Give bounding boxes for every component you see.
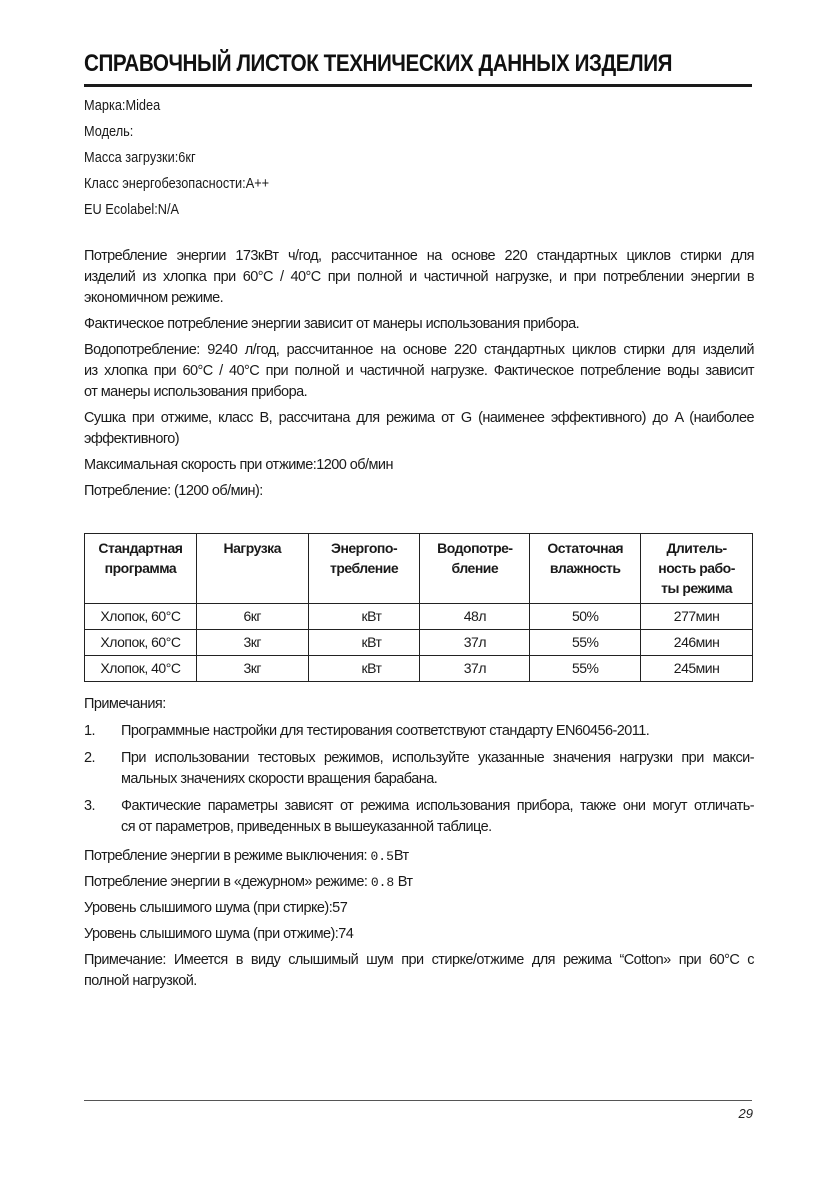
paragraph-line: Потребление: (1200 об/мин): [84, 483, 263, 499]
cell-water: 37л [420, 656, 530, 682]
notes-title: Примечания: [84, 696, 166, 712]
paragraph-line: Примечание: Имеется в виду слышимый шум при стирке/отжиме для режима “Cotton» при 60°C с [84, 952, 754, 968]
notes-section [84, 694, 754, 838]
cell-program: Хлопок, 40°C [85, 656, 197, 682]
paragraph-line: Потребление энергии 173кВт ч/год, рассчитанное на основе 220 стандартных циклов стирки для [84, 248, 754, 264]
header-line: влажность [549, 560, 621, 576]
cell-energy: кВт [308, 604, 420, 630]
off-mode-power-line [84, 846, 754, 867]
cell-energy: кВт [308, 656, 420, 682]
note-item [84, 721, 754, 742]
header-program-duration [641, 534, 753, 604]
paragraph-line: от манеры использования прибора. [84, 384, 308, 400]
brand-line [84, 96, 754, 117]
load-mass-line [84, 148, 754, 169]
load-mass-text: Масса загрузки:6кг [84, 150, 196, 166]
model-line [84, 122, 754, 143]
header-line: программа [104, 560, 177, 576]
cell-moisture: 50% [530, 604, 641, 630]
paragraph-line: из хлопка при 60°C / 40°C при полной и частичной нагрузке. Фактическое потребление воды зависит [84, 363, 754, 379]
paragraph-line: полной нагрузкой. [84, 973, 197, 989]
max-spin-paragraph [84, 455, 754, 476]
energy-consumption-paragraph [84, 246, 754, 309]
off-mode-label: Потребление энергии в режиме выключения: [84, 848, 371, 864]
header-standard-program [85, 534, 197, 604]
cell-water: 48л [420, 604, 530, 630]
header-line: Нагрузка [223, 540, 281, 556]
cell-program: Хлопок, 60°C [85, 630, 197, 656]
header-line: Длитель- [666, 540, 727, 556]
consumption-label [84, 481, 754, 502]
paragraph-line: экономичном режиме. [84, 290, 224, 306]
water-consumption-paragraph [84, 340, 754, 403]
page-title: СПРАВОЧНЫЙ ЛИСТОК ТЕХНИЧЕСКИХ ДАННЫХ ИЗДЕЛИЯ [84, 50, 673, 77]
power-noise-section [84, 846, 754, 997]
standby-value: 0.8 [370, 875, 395, 890]
table-row [85, 656, 753, 682]
energy-class-line [84, 174, 754, 195]
cell-duration: 245мин [641, 656, 753, 682]
note-number: 1. [84, 723, 95, 739]
header-energy-consumption [308, 534, 420, 604]
header-residual-moisture [530, 534, 641, 604]
off-mode-unit: Вт [393, 848, 409, 864]
standby-label: Потребление энергии в «дежурном» режиме: [84, 874, 371, 890]
note-text [121, 796, 754, 838]
off-mode-value: 0.5 [370, 849, 394, 864]
table-row [85, 604, 753, 630]
brand-text: Марка:Midea [84, 98, 161, 114]
note-item [84, 748, 754, 790]
header-line: ность рабо- [658, 560, 735, 576]
cell-load: 6кг [196, 604, 308, 630]
note-line: Фактические параметры зависят от режима использования прибора, также они могут отличать- [121, 798, 754, 814]
cell-energy: кВт [308, 630, 420, 656]
cell-water: 37л [420, 630, 530, 656]
note-number: 2. [84, 750, 95, 766]
header-line: Остаточная [547, 540, 624, 556]
header-line: Стандартная [98, 540, 183, 556]
paragraph-line: Максимальная скорость при отжиме:1200 об/мин [84, 457, 393, 473]
model-text: Модель: [84, 124, 134, 140]
note-text [121, 748, 754, 790]
noise-spinning-line: Уровень слышимого шума (при отжиме):74 [84, 926, 354, 942]
standby-unit: Вт [394, 874, 413, 890]
header-line: Водопотре- [437, 540, 513, 556]
table-header-row [85, 534, 753, 604]
cell-duration: 246мин [641, 630, 753, 656]
paragraph-line: Водопотребление: 9240 л/год, рассчитанное на основе 220 стандартных циклов стирки для изделий [84, 342, 754, 358]
note-line: ся от параметров, приведенных в вышеуказанной таблице. [121, 819, 492, 835]
title-underline [84, 84, 752, 87]
note-text [121, 721, 754, 742]
cell-moisture: 55% [530, 630, 641, 656]
header-line: ты режима [661, 580, 732, 596]
actual-energy-paragraph [84, 314, 754, 335]
header-load [196, 534, 308, 604]
program-data-table [84, 533, 753, 682]
paragraph-line: эффективного) [84, 431, 180, 447]
header-line: бление [451, 560, 499, 576]
energy-class-text: Класс энергобезопасности:A++ [84, 176, 270, 192]
page-number: 29 [738, 1106, 753, 1121]
note-line: При использовании тестовых режимов, используйте указанные значения нагрузки при макси- [121, 750, 754, 766]
cell-duration: 277мин [641, 604, 753, 630]
standby-power-line [84, 872, 754, 893]
header-line: Энергопо- [330, 540, 398, 556]
note-item [84, 796, 754, 838]
note-line: Программные настройки для тестирования соответствуют стандарту EN60456-2011. [121, 723, 650, 739]
table-row [85, 630, 753, 656]
header-water-consumption [420, 534, 530, 604]
cell-moisture: 55% [530, 656, 641, 682]
note-number: 3. [84, 798, 95, 814]
header-line: требление [329, 560, 399, 576]
cell-load: 3кг [196, 656, 308, 682]
ecolabel-text: EU Ecolabel:N/A [84, 202, 180, 218]
paragraph-line: Сушка при отжиме, класс В, рассчитана для режима от G (наименее эффективного) до A (наиболее [84, 410, 754, 426]
note-line: мальных значениях скорости вращения барабана. [121, 771, 438, 787]
noise-note-paragraph [84, 950, 754, 992]
spec-section [84, 96, 754, 507]
cell-program: Хлопок, 60°C [85, 604, 197, 630]
ecolabel-line [84, 200, 754, 221]
cell-load: 3кг [196, 630, 308, 656]
spin-drying-paragraph [84, 408, 754, 450]
footer-rule [84, 1100, 752, 1101]
paragraph-line: Фактическое потребление энергии зависит от манеры использования прибора. [84, 316, 580, 332]
spacer [84, 226, 754, 246]
noise-washing-line: Уровень слышимого шума (при стирке):57 [84, 900, 348, 916]
paragraph-line: изделий из хлопка при 60°C / 40°C при полной и частичной нагрузке, и при потреблении энергии в [84, 269, 754, 285]
